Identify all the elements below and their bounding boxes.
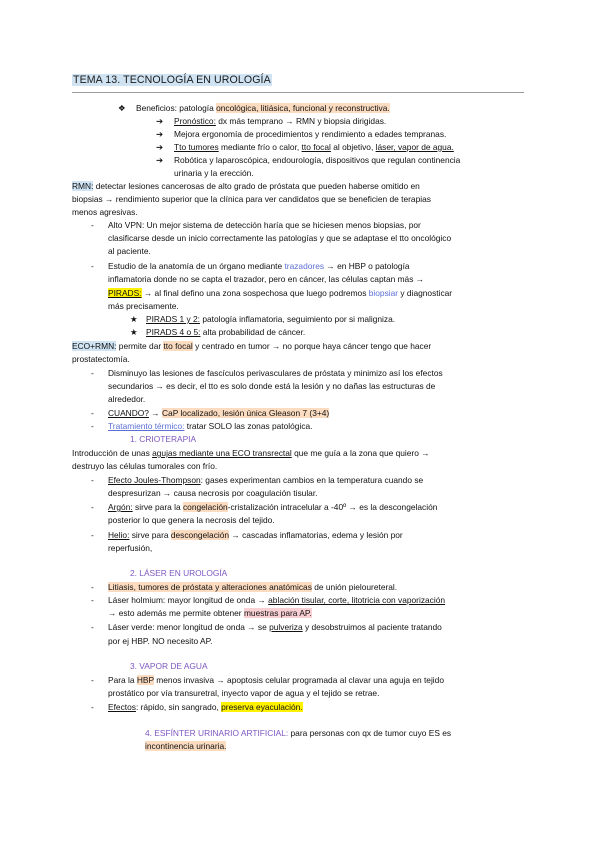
star-bullet-icon: ★ [130, 314, 138, 324]
laser-highlight: Litiasis, tumores de próstata y alteraciones anatómicas [108, 582, 312, 592]
beneficio-tto-text: mediante frío o calor, [218, 142, 302, 152]
dash-bullet: - [91, 475, 94, 485]
arrow-bullet-icon: ➔ [156, 129, 164, 139]
helio-descongelacion: descongelación [170, 530, 230, 540]
beneficio-item: Robótica y laparoscópica, endourología, dispositivos que regulan continencia [174, 155, 461, 165]
section-heading-esfinter: 4. ESFÍNTER URINARIO ARTIFICIAL: [145, 728, 289, 738]
dash-bullet: - [91, 530, 94, 540]
dash-bullet: - [91, 368, 94, 378]
vapor-line: prostático por vía transuretral, inyecto vapor de agua y el tejido se retrae. [108, 688, 380, 698]
esfinter-highlight: incontinencia urinaria. [145, 741, 227, 751]
pirads-4-5-label: PIRADS 4 o 5: [146, 327, 201, 337]
verde-text2: y desobstruimos al paciente tratando [302, 622, 442, 632]
arrow-bullet-icon: ➔ [156, 155, 164, 165]
eco-text: permite dar [116, 341, 164, 351]
joules-line [108, 475, 423, 486]
holmium-line [108, 595, 445, 606]
argon-line: posterior lo que genera la necrosis del tejido. [108, 515, 275, 525]
dash-bullet: - [91, 220, 94, 230]
pirads-label: PIRADS: [108, 288, 142, 298]
vpn-line: clasificarse desde un inicio correctamente las patologías y que se adaptase el tto oncológico [108, 233, 452, 243]
joules-line: despresurizan → causa necrosis por coagulación tisular. [108, 488, 318, 498]
esfinter-text: para personas con qx de tumor cuyo ES es [288, 728, 452, 738]
vpn-line: Alto VPN: Un mejor sistema de detección haría que se hiciesen menos biopsias, por [108, 220, 421, 230]
cuando-label: CUANDO? [108, 408, 149, 418]
biopsiar-term: biopsiar [368, 288, 399, 298]
rmn-line [72, 181, 420, 192]
tratamiento-label: Tratamiento térmico: [108, 421, 185, 431]
cuando-highlight: CaP localizado, lesión única Gleason 7 (3+4) [161, 408, 330, 418]
argon-text: sirve para la [132, 502, 183, 512]
cuando-arrow: → [148, 408, 162, 418]
beneficios-line [136, 103, 390, 114]
eco-tto-focal: tto focal [163, 341, 193, 351]
beneficio-item: Mejora ergonomía de procedimientos y rendimiento a edades tempranas. [174, 129, 447, 139]
esfinter-line [145, 728, 451, 739]
estudio-line: más precisamente. [108, 301, 179, 311]
dash-bullet: - [91, 702, 94, 712]
holmium-line [108, 608, 312, 619]
section-heading-crioterapia: 1. CRIOTERAPIA [130, 434, 197, 444]
eco-label: ECO+RMN: [72, 341, 117, 351]
tratamiento-line [108, 421, 313, 432]
estudio-text: Estudio de la anatomía de un órgano mediante [108, 261, 285, 271]
beneficio-tto-label: Tto tumores [174, 142, 219, 152]
holmium-text2: → esto además me permite obtener [108, 608, 244, 618]
beneficio-pronostico-text: dx más temprano → RMN y biopsia dirigidas. [215, 116, 387, 126]
argon-text2: -cristalización intracelular a -40º → es la descongelación [227, 502, 438, 512]
estudio-text4: y diagnosticar [398, 288, 453, 298]
verde-pulveriza: pulveriza [269, 622, 303, 632]
estudio-line: inflamatoria donde no se capta el trazador, pero en cáncer, las células captan más → [108, 274, 425, 284]
holmium-muestras: muestras para AP. [243, 608, 312, 618]
pirads-4-5-text: alta probabilidad de cáncer. [200, 327, 306, 337]
helio-line [108, 530, 403, 541]
verde-line: por ej HBP. NO necesito AP. [108, 636, 213, 646]
rmn-line: biopsias → rendimiento superior que la clínica para ver candidatos que se beneficien de terapias [72, 194, 431, 204]
laser-text: de unión pieloureteral. [311, 582, 398, 592]
diamond-bullet-icon: ❖ [118, 103, 126, 113]
cuando-line [108, 408, 329, 419]
helio-text2: → cascadas inflamatorias, edema y lesión por [229, 530, 403, 540]
verde-line [108, 622, 442, 633]
vapor-text: Para la [108, 675, 137, 685]
beneficios-lead: Beneficios: patología [136, 103, 217, 113]
helio-line: reperfusión, [108, 543, 153, 553]
tratamiento-text: tratar SOLO las zonas patológica. [184, 421, 313, 431]
vpn-line: al paciente. [108, 246, 151, 256]
argon-label: Argón: [108, 502, 133, 512]
pirads-1-2-text: patología inflamatoria, seguimiento por si maligniza. [200, 314, 396, 324]
page-title: TEMA 13. TECNOLOGÍA EN UROLOGÍA [73, 74, 271, 86]
crio-intro-text: Introducción de unas [72, 448, 153, 458]
estudio-text2: → en HBP o patología [324, 261, 410, 271]
vapor-text2: menos invasiva → apoptosis celular programada al clavar una aguja en tejido [153, 675, 444, 685]
pirads-4-5-line [146, 327, 305, 338]
dash-bullet: - [91, 421, 94, 431]
beneficios-highlight: oncológica, litiásica, funcional y reconstructiva. [216, 103, 390, 113]
disminuyo-line: alrededor. [108, 394, 146, 404]
dash-bullet: - [91, 261, 94, 271]
star-bullet-icon: ★ [130, 327, 138, 337]
argon-line [108, 502, 437, 513]
crio-intro-text2: que me guía a la zona que quiero → [291, 448, 430, 458]
dash-bullet: - [91, 595, 94, 605]
eco-line: prostatectomía. [72, 354, 130, 364]
efectos-text: : rápido, sin sangrado, [135, 702, 222, 712]
beneficio-pronostico-label: Pronóstico: [174, 116, 216, 126]
disminuyo-line: Disminuyo las lesiones de fascículos perivasculares de próstata y minimizo así los efectos [108, 368, 443, 378]
eco-text2: y centrado en tumor → no porque haya cáncer tengo que hacer [192, 341, 432, 351]
dash-bullet: - [91, 675, 94, 685]
crio-intro-line [72, 448, 430, 459]
crio-intro-line: destruyo las células tumorales con frío. [72, 461, 218, 471]
dash-bullet: - [91, 408, 94, 418]
trazadores-term: trazadores [284, 261, 325, 271]
vapor-line [108, 675, 444, 686]
pirads-1-2-label: PIRADS 1 y 2: [146, 314, 200, 324]
eco-line [72, 341, 431, 352]
beneficio-item-cont: urinaria y la erección. [174, 168, 254, 178]
beneficio-item [174, 116, 386, 127]
helio-label: Helio: [108, 530, 130, 540]
estudio-line [108, 261, 410, 272]
verde-text: Láser verde: menor longitud de onda → se [108, 622, 270, 632]
crio-agujas: agujas mediante una ECO transrectal [152, 448, 292, 458]
rmn-line: menos agresivas. [72, 207, 138, 217]
beneficio-item [174, 142, 454, 153]
rmn-text: detectar lesiones cancerosas de alto grado de próstata que pueden haberse omitido en [93, 181, 420, 191]
estudio-text3: → al final defino una zona sospechosa que luego podremos [141, 288, 369, 298]
laser-line [108, 582, 397, 593]
title-divider [72, 92, 524, 93]
dash-bullet: - [91, 582, 94, 592]
efectos-line [108, 702, 303, 713]
argon-congelacion: congelación [182, 502, 228, 512]
estudio-line [108, 288, 452, 299]
section-heading-laser: 2. LÁSER EN UROLOGÍA [130, 568, 228, 578]
dash-bullet: - [91, 622, 94, 632]
title-area [72, 70, 524, 88]
section-heading-vapor: 3. VAPOR DE AGUA [130, 661, 208, 671]
efectos-highlight: preserva eyaculación. [221, 702, 303, 712]
disminuyo-line: secundarios → es decir, el tto es solo donde está la lesión y no dañas las estructuras de [108, 381, 436, 391]
rmn-label: RMN: [72, 181, 94, 191]
holmium-text: Láser holmium: mayor longitud de onda → [108, 595, 269, 605]
beneficio-tto-text2: al objetivo, [330, 142, 376, 152]
arrow-bullet-icon: ➔ [156, 142, 164, 152]
beneficio-tto-focal: tto focal [301, 142, 331, 152]
holmium-underlined: ablación tisular, corte, litotricia con vaporización [268, 595, 446, 605]
dash-bullet: - [91, 502, 94, 512]
beneficio-tto-laser: láser, vapor de agua. [375, 142, 454, 152]
arrow-bullet-icon: ➔ [156, 116, 164, 126]
efectos-label: Efectos [108, 702, 136, 712]
joules-text: : gases experimentan cambios en la temperatura cuando se [200, 475, 424, 485]
pirads-1-2-line [146, 314, 395, 325]
esfinter-line [145, 741, 226, 752]
helio-text: sirve para [129, 530, 171, 540]
vapor-hbp: HBP [136, 675, 154, 685]
joules-label: Efecto Joules-Thompson [108, 475, 201, 485]
